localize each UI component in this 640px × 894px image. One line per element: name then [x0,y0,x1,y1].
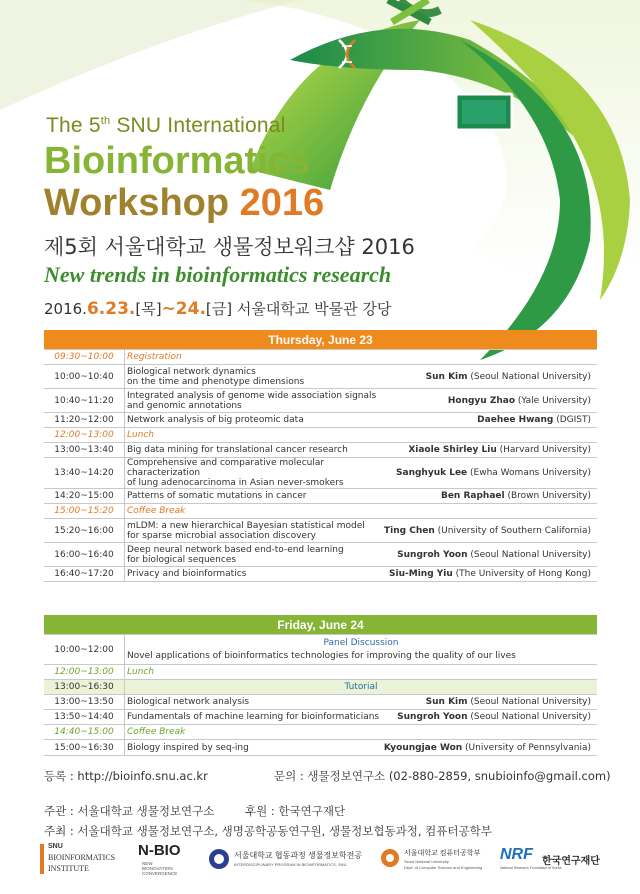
break-row [44,428,597,443]
session-time: 13:00~13:40 [44,443,125,458]
friday-row: 15:00~16:30 Biology inspired by seq-ing Kyoungjae Won (University of Pennsylvania) [44,740,597,756]
snu-cse-emblem-icon [380,848,400,868]
session-row [44,443,597,458]
session-time: 15:20~16:00 [44,519,125,543]
nrf-logo: NRF National Research Foundation of Korea 한국연구재단 [500,846,600,870]
break-row [44,504,597,519]
speaker: Ben Raphael (Brown University) [382,489,597,504]
speaker: Xiaole Shirley Liu (Harvard University) [382,443,597,458]
friday-coffee-row: 14:40~15:00 Coffee Break [44,725,597,740]
session-title: Big data mining for translational cancer research [125,443,383,458]
speaker: Daehee Hwang (DGIST) [382,413,597,428]
snu-bioinformatics-program-logo: 서울대학교 협동과정 생물정보학전공 INTERDISCIPLINARY PROGRAM IN BIOINFORMATICS, SNU [208,842,378,882]
workshop-edition: The 5th SNU International [46,114,286,137]
thursday-header: Thursday, June 23 [44,330,597,350]
session-title: Coffee Break [125,504,598,519]
session-title: Deep neural network based end-to-end learning for biological sequences [125,543,383,567]
session-title: Biological network dynamics on the time and phenotype dimensions [125,365,383,389]
session-title: Network analysis of big proteomic data [125,413,383,428]
session-row [44,458,597,489]
monitor-icon [454,92,514,142]
friday-lunch-row: 12:00~13:00 Lunch [44,665,597,680]
event-date: 2016.6.23.[목]~24.[금] 서울대학교 박물관 강당 [44,299,392,319]
speaker: Ting Chen (University of Southern California) [382,519,597,543]
speaker: Hongyu Zhao (Yale University) [382,389,597,413]
session-time: 16:00~16:40 [44,543,125,567]
panel-text: Novel applications of bioinformatics technologies for improving the quality of our lives [127,651,516,661]
friday-row: 13:50~14:40 Fundamentals of machine learning for bioinformaticians Sungroh Yoon (Seoul National University) [44,710,597,725]
session-time: 10:40~11:20 [44,389,125,413]
session-row [44,365,597,389]
session-title: Patterns of somatic mutations in cancer [125,489,383,504]
session-row [44,489,597,504]
session-title: Lunch [125,428,598,443]
session-time: 15:00~15:20 [44,504,125,519]
tutorial-row: 13:00~16:30 Tutorial [44,680,597,695]
panel-time: 10:00~12:00 [44,635,125,665]
panel-row [44,635,597,665]
friday-header: Friday, June 24 [44,615,597,635]
session-time: 10:00~10:40 [44,365,125,389]
session-time: 11:20~12:00 [44,413,125,428]
dna-icon [335,38,359,70]
panel-label: Panel Discussion [323,638,399,648]
session-row [44,567,597,582]
session-time: 12:00~13:00 [44,428,125,443]
session-row [44,519,597,543]
logo-strip [40,842,600,882]
korean-title: 제5회 서울대학교 생물정보워크샵 2016 [44,235,415,259]
session-row [44,389,597,413]
session-time: 13:40~14:20 [44,458,125,489]
session-row [44,413,597,428]
title-bioinformatics: Bioinformatics [44,140,311,182]
speaker: Siu-Ming Yiu (The University of Hong Kong) [382,567,597,582]
session-title: Comprehensive and comparative molecular characterization of lung adenocarcinoma in Asian never-smokers [125,458,383,489]
sponsor-info: 후원 : 한국연구재단 [245,804,346,818]
friday-row: 13:00~13:50 Biological network analysis Sun Kim (Seoul National University) [44,695,597,710]
speaker: Sanghyuk Lee (Ewha Womans University) [382,458,597,489]
session-time: 16:40~17:20 [44,567,125,582]
friday-schedule [44,615,597,756]
organizer-info: 주관 : 서울대학교 생물정보연구소 [44,804,215,818]
session-title: Registration [125,350,598,365]
snu-bioinformatics-logo: SNU BIOINFORMATICS INSTITUTE [40,842,130,882]
registration-info: 등록 : http://bioinfo.snu.ac.kr [44,769,208,783]
session-title: Integrated analysis of genome wide association signals and genomic annotations [125,389,383,413]
session-title: mLDM: a new hierarchical Bayesian statistical model for sparse microbial association discovery [125,519,383,543]
session-row [44,543,597,567]
snu-emblem-icon [208,848,230,870]
thursday-schedule [44,330,597,582]
subtitle: New trends in bioinformatics research [44,262,392,287]
break-row [44,350,597,365]
speaker: Sun Kim (Seoul National University) [382,365,597,389]
session-title: Privacy and bioinformatics [125,567,383,582]
session-time: 14:20~15:00 [44,489,125,504]
title-workshop: Workshop 2016 [44,182,325,224]
snu-cse-logo: 서울대학교 컴퓨터공학부 Seoul National University Dept. of Computer Science and Engineering [380,842,490,882]
speaker: Sungroh Yoon (Seoul National University) [382,543,597,567]
nbio-logo: N-BIO NEW BIONOVATION CONVERGENCE [138,842,181,876]
inquiry-info: 문의 : 생물정보연구소 (02-880-2859, snubioinfo@gmail.com) [274,769,611,783]
host-info: 주최 : 서울대학교 생물정보연구소, 생명공학공동연구원, 생물정보협동과정, 컴퓨터공학부 [44,824,492,838]
session-time: 09:30~10:00 [44,350,125,365]
